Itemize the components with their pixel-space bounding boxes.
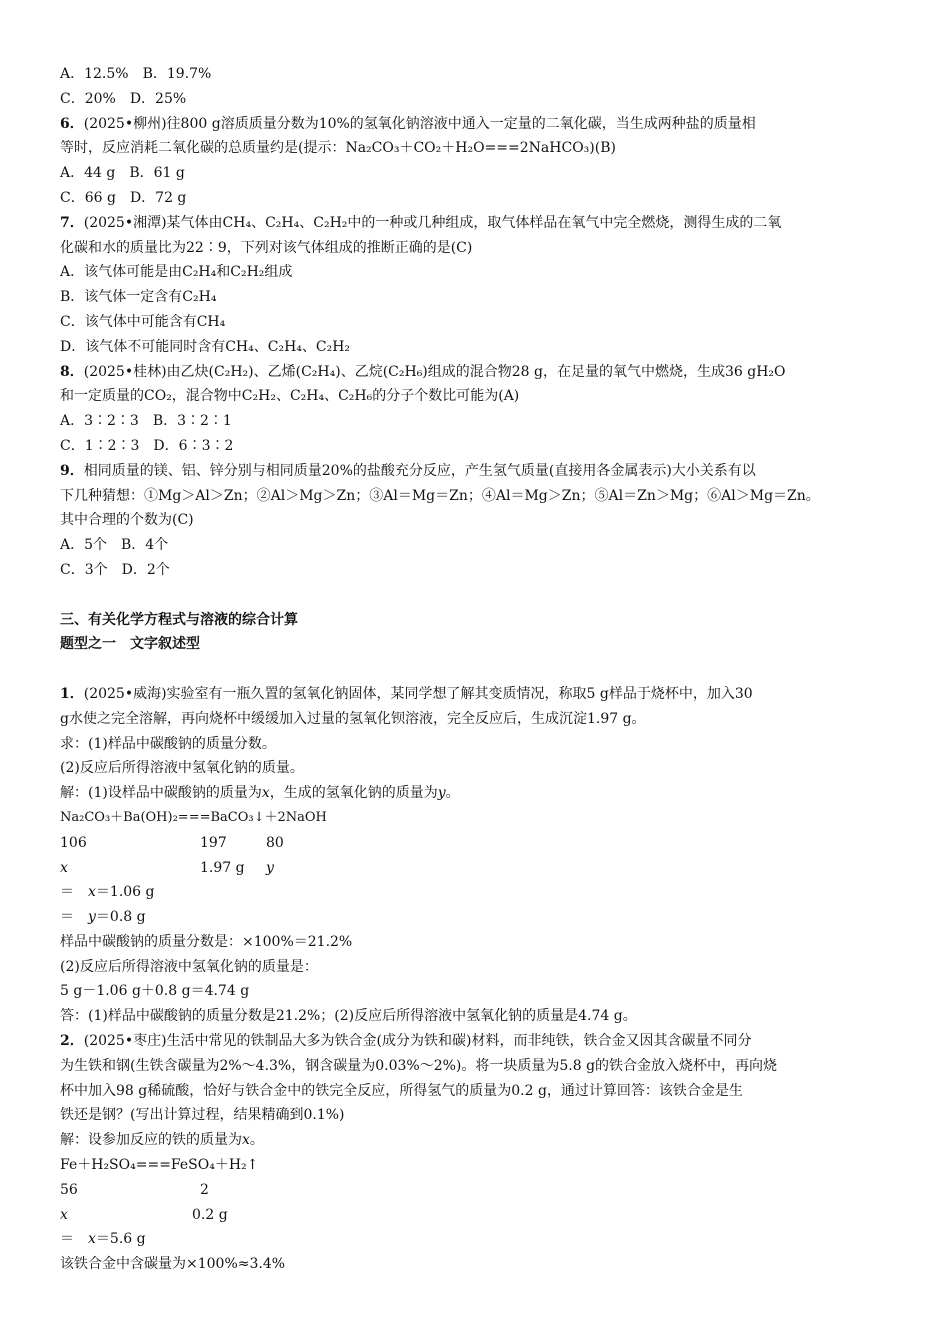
q8-line-1	[60, 360, 890, 385]
p1-text-1: (2025•威海)实验室有一瓶久置的氢氧化钠固体，某同学想了解其变质情况，称取5 g样品于烧杯中，加入30	[83, 685, 753, 702]
p1-mass-row-1	[60, 831, 890, 856]
p2-setup-text-a: 解：设参加反应的铁的质量为	[60, 1132, 242, 1149]
p2-x-value: ＝5.6 g	[95, 1231, 146, 1248]
q6-options-ab: A．44 g B．61 g	[60, 165, 185, 182]
q6-line-1	[60, 112, 890, 137]
p1-setup-text-a: 解：(1)设样品中碳酸钠的质量为	[60, 785, 262, 802]
q7-option-b: B．该气体一定含有C₂H₄	[60, 289, 217, 306]
p1-v1: x	[60, 859, 68, 876]
p2-line-3: 杯中加入98 g稀硫酸，恰好与铁合金中的铁完全反应，所得氢气的质量为0.2 g，通过计算回答：该铁合金是生	[60, 1082, 743, 1099]
q8-options-cd: C．1∶2∶3 D．6∶3∶2	[60, 437, 234, 454]
p2-number: 2．	[60, 1033, 84, 1050]
p1-m1: 106	[60, 834, 87, 851]
p1-solve-x	[60, 880, 890, 905]
q6-text-1: (2025•柳州)往800 g溶质质量分数为10%的氢氧化钠溶液中通入一定量的二氧化碳，当生成两种盐的质量相	[83, 115, 756, 132]
p1-x-value: ＝1.06 g	[95, 884, 155, 901]
p1-line-1	[60, 682, 890, 707]
p1-solution-setup	[60, 781, 890, 806]
p2-setup-text-b: 。	[249, 1132, 264, 1149]
p2-line-6: 该铁合金中含碳量为×100%≈3.4%	[60, 1256, 286, 1273]
q7-text-1: (2025•湘潭)某气体由CH₄、C₂H₄、C₂H₂中的一种或几种组成，取气体样品在氧气中完全燃烧，测得生成的二氧	[83, 214, 782, 231]
q7-line-2: 化碳和水的质量比为22∶9，下列对该气体组成的推断正确的是(C)	[60, 239, 473, 256]
q6-number: 6．	[60, 115, 84, 132]
q6-line-2: 等时，反应消耗二氧化碳的总质量约是(提示：Na₂CO₃＋CO₂＋H₂O===2NaHCO₃)(B)	[60, 140, 616, 157]
p2-m2: 2	[200, 1181, 209, 1198]
q5-options-ab: A．12.5% B．19.7%	[60, 66, 212, 82]
p1-mass-row-2	[60, 856, 890, 881]
q8-line-2: 和一定质量的CO₂，混合物中C₂H₂、C₂H₄、C₂H₆的分子个数比可能为(A)	[60, 388, 520, 405]
p2-m1: 56	[60, 1181, 78, 1198]
section-heading: 三、有关化学方程式与溶液的综合计算	[60, 611, 298, 628]
var-x: x	[88, 1231, 96, 1248]
subsection-heading: 题型之一 文字叙述型	[60, 636, 200, 653]
eq-sign: ＝	[60, 1231, 88, 1248]
p1-line-6: 样品中碳酸钠的质量分数是：×100%＝21.2%	[60, 933, 353, 950]
p1-number: 1．	[60, 685, 84, 702]
q7-option-a: A．该气体可能是由C₂H₄和C₂H₂组成	[60, 264, 293, 281]
p2-mass-row-1	[60, 1178, 890, 1203]
eq-sign: ＝	[60, 909, 88, 926]
q5-options-cd: C．20% D．25%	[60, 90, 187, 107]
p2-line-2: 为生铁和钢(生铁含碳量为2%～4.3%，钢含碳量为0.03%～2%)。将一块质量为5.8 g的铁合金放入烧杯中，再向烧	[60, 1057, 778, 1074]
var-y: y	[88, 909, 96, 926]
p2-solve-x	[60, 1227, 890, 1252]
p1-line-8: 5 g－1.06 g＋0.8 g＝4.74 g	[60, 983, 250, 1000]
p2-line-1	[60, 1029, 890, 1054]
spacer	[60, 583, 890, 608]
p1-line-7: (2)反应后所得溶液中氢氧化钠的质量是：	[60, 958, 318, 975]
p2-equation: Fe＋H₂SO₄===FeSO₄＋H₂↑	[60, 1157, 259, 1174]
p1-m2: 197	[200, 834, 227, 851]
p2-line-4: 铁还是钢？(写出计算过程，结果精确到0.1%)	[60, 1107, 345, 1124]
q9-line-3: 其中合理的个数为(C)	[60, 512, 194, 529]
q7-line-1	[60, 211, 890, 236]
p1-setup-text-b: ，生成的氢氧化钠的质量为	[269, 785, 438, 802]
q7-number: 7．	[60, 214, 84, 231]
p1-line-2: g水使之完全溶解，再向烧杯中缓缓加入过量的氢氧化钡溶液，完全反应后，生成沉淀1.97 g。	[60, 710, 646, 727]
p1-v3: y	[266, 859, 274, 876]
q9-number: 9．	[60, 462, 84, 479]
p2-text-1: (2025•枣庄)生活中常见的铁制品大多为铁合金(成分为铁和碳)材料，而非纯铁，铁合金又因其含碳量不同分	[83, 1033, 752, 1050]
p1-line-3: 求：(1)样品中碳酸钠的质量分数。	[60, 735, 276, 752]
p1-line-4: (2)反应后所得溶液中氢氧化钠的质量。	[60, 760, 304, 777]
var-x: x	[242, 1132, 250, 1149]
q7-option-c: C．该气体中可能含有CH₄	[60, 313, 226, 330]
document-page	[60, 62, 890, 1277]
q8-number: 8．	[60, 363, 84, 380]
q9-line-1	[60, 459, 890, 484]
p2-solution-setup	[60, 1128, 890, 1153]
q9-options-ab: A．5个 B．4个	[60, 537, 169, 554]
p2-mass-row-2	[60, 1203, 890, 1228]
var-x: x	[261, 785, 270, 802]
p1-m3: 80	[266, 834, 284, 851]
p1-y-value: ＝0.8 g	[95, 909, 146, 926]
p2-v2: 0.2 g	[192, 1206, 228, 1223]
q9-line-2: 下几种猜想：①Mg＞Al＞Zn；②Al＞Mg＞Zn；③Al＝Mg＝Zn；④Al＝Mg＞Zn；⑤Al＝Zn＞Mg；⑥Al＞Mg＝Zn。	[60, 487, 820, 504]
practice-tag-row	[60, 657, 890, 682]
p1-setup-text-c: 。	[445, 785, 460, 802]
p2-v1: x	[60, 1206, 68, 1223]
var-x: x	[88, 884, 96, 901]
q8-text-1: (2025•桂林)由乙炔(C₂H₂)、乙烯(C₂H₄)、乙烷(C₂H₆)组成的混合物28 g，在足量的氧气中燃烧，生成36 gH₂O	[83, 363, 786, 380]
q6-options-cd: C．66 g D．72 g	[60, 189, 187, 206]
p1-solve-y	[60, 905, 890, 930]
q8-options-ab: A．3∶2∶3 B．3∶2∶1	[60, 413, 232, 430]
p1-answer: 答：(1)样品中碳酸钠的质量分数是21.2%；(2)反应后所得溶液中氢氧化钠的质量是4.74 g。	[60, 1008, 637, 1025]
var-y: y	[437, 785, 446, 802]
q7-option-d: D．该气体不可能同时含有CH₄、C₂H₄、C₂H₂	[60, 338, 351, 355]
eq-sign: ＝	[60, 884, 88, 901]
q9-text-1: 相同质量的镁、铝、锌分别与相同质量20%的盐酸充分反应，产生氢气质量(直接用各金属表示)大小关系有以	[83, 462, 756, 479]
p1-equation: Na₂CO₃＋Ba(OH)₂===BaCO₃↓＋2NaOH	[60, 809, 327, 825]
p1-v2: 1.97 g	[200, 859, 245, 876]
q9-options-cd: C．3个 D．2个	[60, 561, 170, 578]
